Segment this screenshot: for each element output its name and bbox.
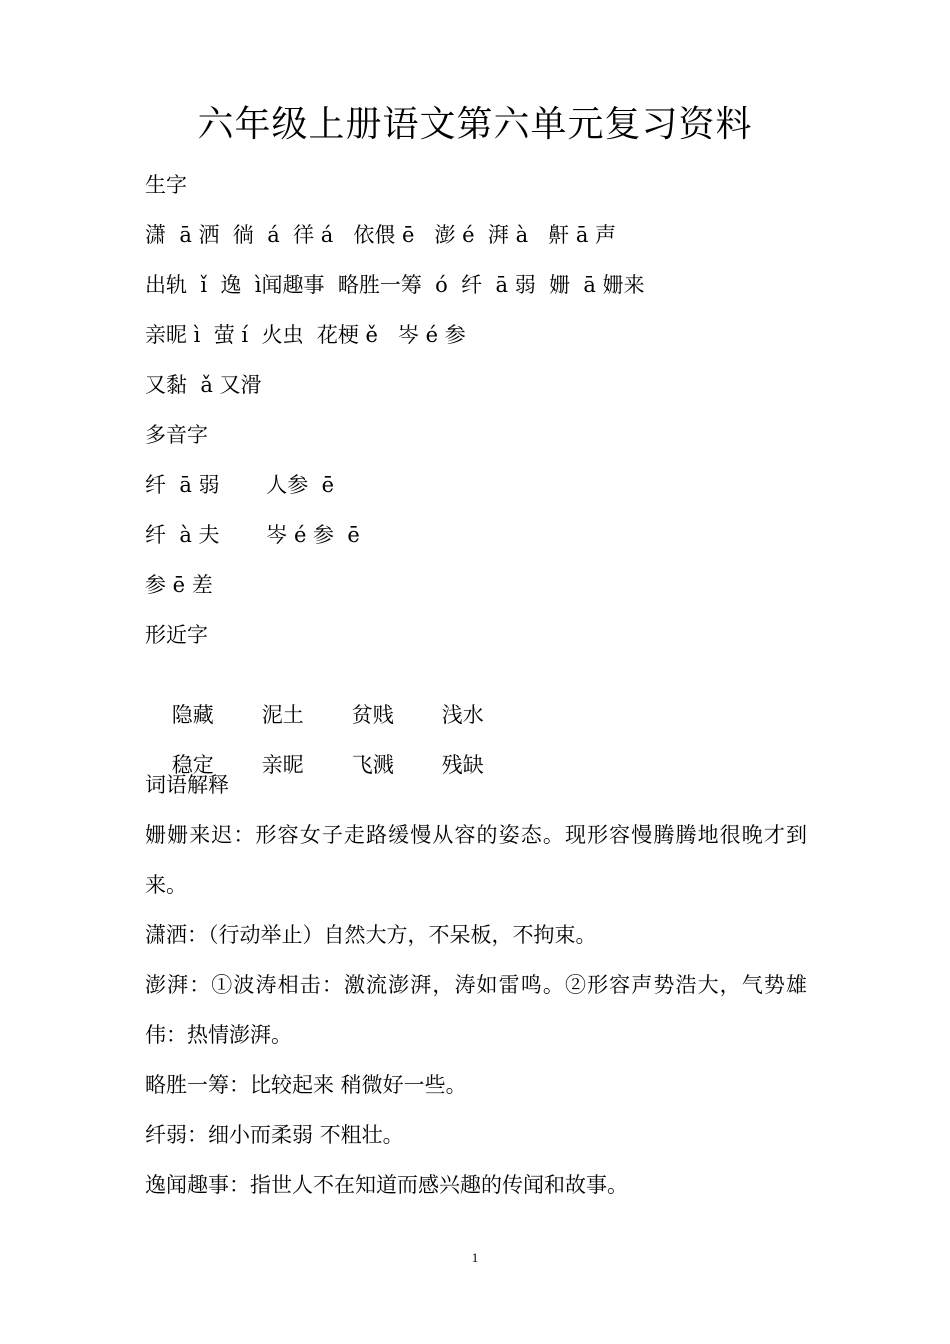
- shengzi-line-2: 出轨 ǐ 逸 ì闻趣事 略胜一筹 ó 纤 ā 弱 姗 ā 姗来: [145, 273, 645, 297]
- section-heading-shengzi: 生字: [145, 173, 187, 197]
- duoyinzi-line-2: 纤 à 夫 岑 é 参 ē: [145, 523, 360, 547]
- xingjinzi-word: 贫贱: [351, 703, 394, 727]
- xingjinzi-word: 残缺: [441, 753, 484, 777]
- section-heading-xingjinzi: 形近字: [145, 623, 208, 647]
- section-heading-ciyu: 词语解释: [145, 773, 229, 797]
- definition-paragraph: 略胜一筹：比较起来 稍微好一些。: [145, 1073, 467, 1097]
- xingjinzi-word: 浅水: [441, 703, 484, 727]
- shengzi-line-4: 又黏 ǎ 又滑: [145, 373, 262, 397]
- shengzi-line-1: 潇 ā 洒 徜 á 徉 á 依偎 ē 澎 é 湃 à 鼾 ā 声: [145, 223, 617, 247]
- duoyinzi-line-3: 参 ē 差: [145, 573, 213, 597]
- xingjinzi-word: 泥土: [261, 703, 304, 727]
- section-heading-duoyinzi: 多音字: [145, 423, 208, 447]
- definition-paragraph: 逸闻趣事：指世人不在知道而感兴趣的传闻和故事。: [145, 1173, 628, 1197]
- xingjinzi-word: 稳定: [171, 753, 214, 777]
- shengzi-line-3: 亲昵 ì 萤 í 火虫 花梗 ě 岑 é 参: [145, 323, 466, 347]
- document-title: 六年级上册语文第六单元复习资料: [197, 104, 753, 145]
- xingjinzi-word: 飞溅: [351, 753, 394, 777]
- duoyinzi-line-1: 纤 ā 弱 人参 ē: [145, 473, 335, 497]
- definition-paragraph: 澎湃：①波涛相击：激流澎湃，涛如雷鸣。②形容声势浩大，气势雄伟：热情澎湃。: [145, 973, 807, 1047]
- definition-paragraph: 姗姗来迟：形容女子走路缓慢从容的姿态。现形容慢腾腾地很晚才到来。: [145, 823, 807, 897]
- page-number: 1: [471, 1250, 479, 1265]
- xingjinzi-word: 隐藏: [171, 703, 214, 727]
- xingjinzi-word: 亲昵: [261, 753, 304, 777]
- definition-paragraph: 纤弱：细小而柔弱 不粗壮。: [145, 1123, 404, 1147]
- definition-paragraph: 潇洒：（行动举止）自然大方，不呆板，不拘束。: [145, 923, 597, 947]
